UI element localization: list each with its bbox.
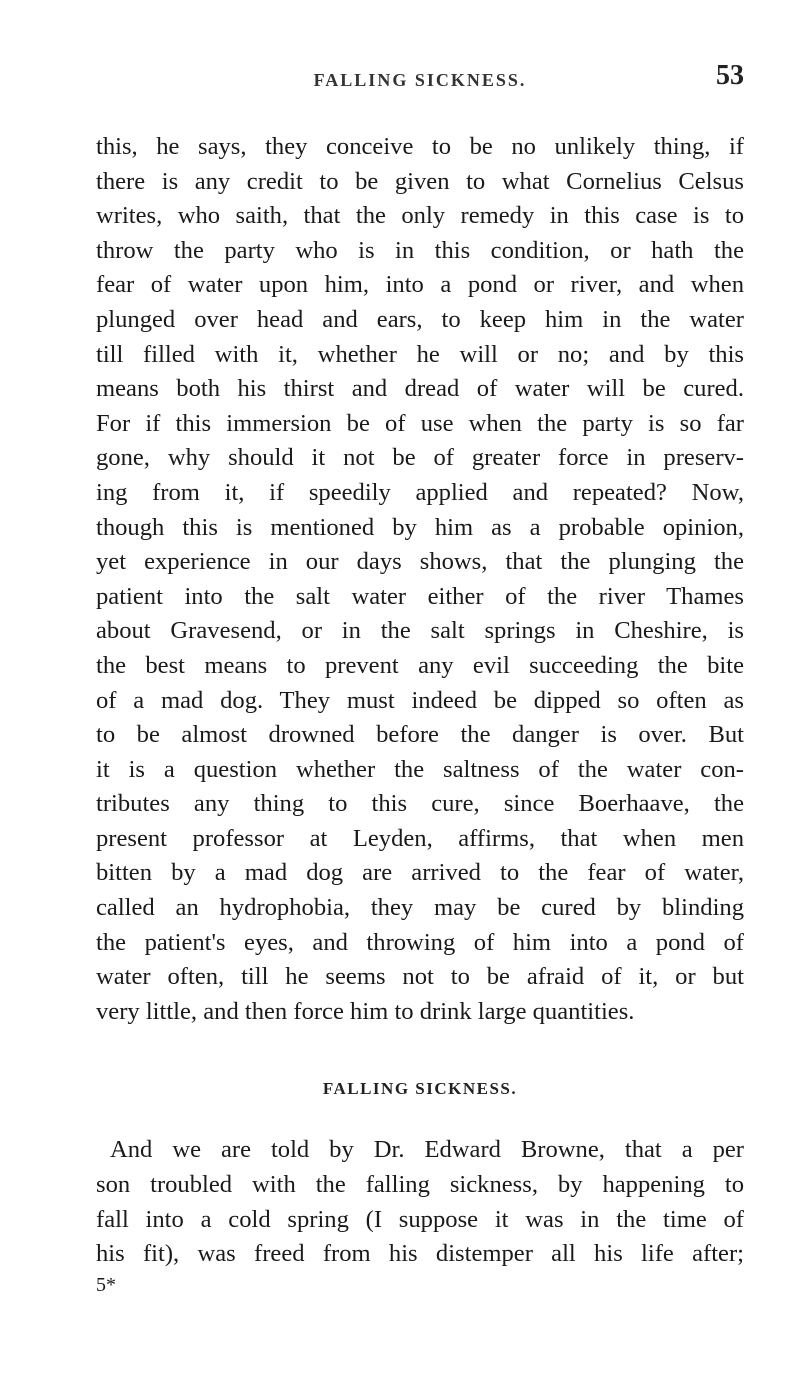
body-paragraph xyxy=(96,130,744,1029)
text-line: ing from it, if speedily applied and repeated? Now, xyxy=(96,478,744,506)
text-line: very little, and then force him to drink large quantities. xyxy=(96,997,635,1025)
text-line: patient into the salt water either of the river Thames xyxy=(96,582,744,610)
section-heading: FALLING SICKNESS. xyxy=(322,1079,518,1099)
running-head xyxy=(96,60,744,100)
text-line: gone, why should it not be of greater force in preserv- xyxy=(96,444,744,472)
text-line: writes, who saith, that the only remedy in this case is to xyxy=(96,202,744,230)
text-line: the best means to prevent any evil succeeding the bite xyxy=(96,651,744,679)
text-line: it is a question whether the saltness of the water con- xyxy=(96,755,744,783)
text-line: bitten by a mad dog are arrived to the fear of water, xyxy=(96,859,744,887)
text-line: his fit), was freed from his distemper all his life after; xyxy=(96,1240,744,1268)
text-line: the patient's eyes, and throwing of him into a pond of xyxy=(96,928,744,956)
section-paragraph xyxy=(96,1133,744,1271)
running-title: FALLING SICKNESS. xyxy=(313,70,527,90)
text-line: plunged over head and ears, to keep him in the water xyxy=(96,305,744,333)
text-line: throw the party who is in this condition, or hath the xyxy=(96,236,744,264)
text-line: water often, till he seems not to be afraid of it, or but xyxy=(96,963,744,991)
text-line: fall into a cold spring (I suppose it was in the time of xyxy=(96,1205,744,1233)
text-line: fear of water upon him, into a pond or river, and when xyxy=(96,271,744,299)
text-line: And we are told by Dr. Edward Browne, that a per xyxy=(110,1136,744,1164)
text-line: there is any credit to be given to what Cornelius Celsus xyxy=(96,167,744,195)
text-line: called an hydrophobia, they may be cured by blinding xyxy=(96,894,744,922)
text-line: to be almost drowned before the danger is over. But xyxy=(96,721,744,749)
text-line: though this is mentioned by him as a probable opinion, xyxy=(96,513,744,541)
text-line: yet experience in our days shows, that the plunging the xyxy=(96,548,744,576)
text-line: present professor at Leyden, affirms, that when men xyxy=(96,824,744,852)
page-number: 53 xyxy=(716,60,744,91)
text-line: about Gravesend, or in the salt springs in Cheshire, is xyxy=(96,617,744,645)
text-line: For if this immersion be of use when the party is so far xyxy=(96,409,744,437)
text-line: son troubled with the falling sickness, by happening to xyxy=(96,1171,744,1199)
text-line: means both his thirst and dread of water will be cured. xyxy=(96,375,744,403)
text-line: this, he says, they conceive to be no unlikely thing, if xyxy=(96,133,744,160)
text-line: of a mad dog. They must indeed be dipped so often as xyxy=(96,686,744,714)
text-line: till filled with it, whether he will or no; and by this xyxy=(96,340,744,368)
signature-mark: 5* xyxy=(96,1273,116,1296)
text-line: tributes any thing to this cure, since Boerhaave, the xyxy=(96,790,744,818)
